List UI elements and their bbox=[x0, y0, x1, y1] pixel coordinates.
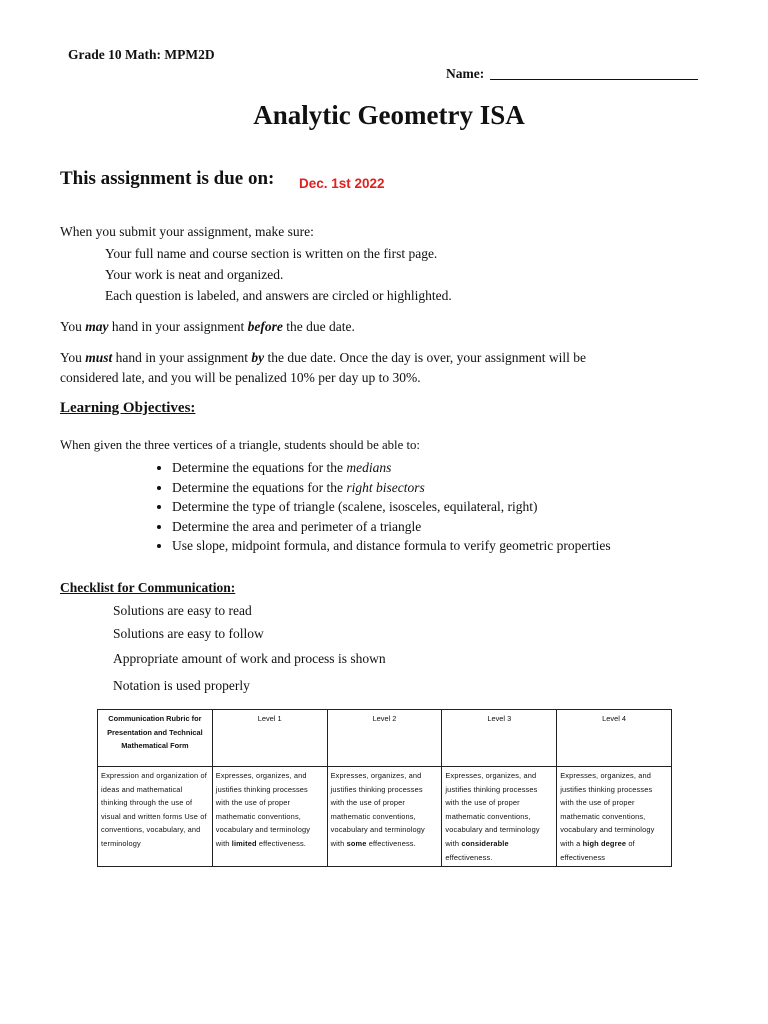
due-date: Dec. 1st 2022 bbox=[299, 176, 385, 191]
objective-item: • Determine the area and perimeter of a triangle bbox=[172, 517, 611, 537]
page-title: Analytic Geometry ISA bbox=[253, 100, 525, 130]
rubric-level-1-cell: Expresses, organizes, and justifies thinking processes with the use of proper mathematic conventions, vocabulary and terminology with limited effectiveness. bbox=[212, 767, 327, 867]
rubric-header-row bbox=[98, 710, 672, 767]
checklist-item: Appropriate amount of work and process is shown bbox=[113, 651, 386, 666]
course-label: Grade 10 Math: MPM2D bbox=[68, 47, 215, 62]
rubric-level-2-cell: Expresses, organizes, and justifies thinking processes with the use of proper mathematic conventions, vocabulary and terminology with some effectiveness. bbox=[327, 767, 442, 867]
objectives-heading: Learning Objectives: bbox=[60, 400, 196, 416]
rubric-row bbox=[98, 767, 672, 867]
objectives-list bbox=[130, 458, 611, 556]
must-paragraph-line2: considered late, and you will be penalized 10% per day up to 30%. bbox=[60, 370, 421, 385]
rubric-header-criterion: Communication Rubric for Presentation and Technical Mathematical Form bbox=[98, 710, 213, 767]
checklist-item: Notation is used properly bbox=[113, 678, 250, 693]
name-field bbox=[446, 66, 698, 82]
objective-item: • Use slope, midpoint formula, and distance formula to verify geometric properties bbox=[172, 536, 611, 556]
objective-item: • Determine the equations for the right bisectors bbox=[172, 478, 611, 498]
rubric-header-level-2: Level 2 bbox=[327, 710, 442, 767]
communication-rubric-table bbox=[97, 709, 672, 867]
checklist-item: Solutions are easy to read bbox=[113, 603, 252, 618]
name-label: Name: bbox=[446, 66, 485, 81]
objective-item: • Determine the equations for the medians bbox=[172, 458, 611, 478]
must-paragraph: You must hand in your assignment by the due date. Once the day is over, your assignment will be bbox=[60, 350, 587, 365]
rubric-header-level-1: Level 1 bbox=[212, 710, 327, 767]
name-blank-line bbox=[490, 79, 698, 80]
checklist-item: Solutions are easy to follow bbox=[113, 626, 264, 641]
submit-item: Each question is labeled, and answers are circled or highlighted. bbox=[105, 288, 452, 303]
objectives-intro: When given the three vertices of a triangle, students should be able to: bbox=[60, 438, 420, 452]
rubric-level-3-cell: Expresses, organizes, and justifies thinking processes with the use of proper mathematic conventions, vocabulary and terminology with considerable effectiveness. bbox=[442, 767, 557, 867]
rubric-header-level-3: Level 3 bbox=[442, 710, 557, 767]
objective-item: • Determine the type of triangle (scalene, isosceles, equilateral, right) bbox=[172, 497, 611, 517]
rubric-header-level-4: Level 4 bbox=[557, 710, 672, 767]
submit-intro: When you submit your assignment, make sure: bbox=[60, 224, 314, 239]
checklist-heading: Checklist for Communication: bbox=[60, 580, 236, 595]
due-label: This assignment is due on: bbox=[60, 168, 275, 189]
submit-item: Your full name and course section is written on the first page. bbox=[105, 246, 438, 261]
rubric-level-4-cell: Expresses, organizes, and justifies thinking processes with the use of proper mathematic conventions, vocabulary and terminology with a high degree of effectiveness bbox=[557, 767, 672, 867]
rubric-criterion-cell: Expression and organization of ideas and mathematical thinking through the use of visual and written forms Use of conventions, vocabulary, and terminology bbox=[98, 767, 213, 867]
submit-item: Your work is neat and organized. bbox=[105, 267, 284, 282]
may-paragraph: You may hand in your assignment before the due date. bbox=[60, 319, 355, 334]
